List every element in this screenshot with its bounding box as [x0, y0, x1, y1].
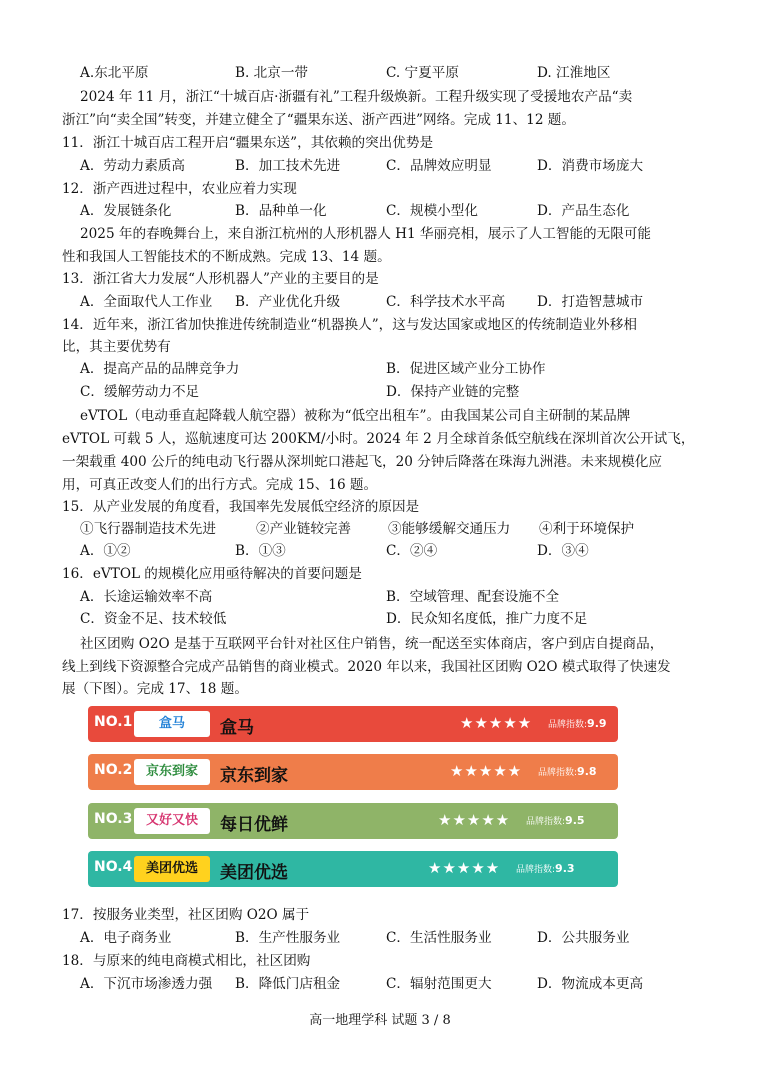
rating-stars: ★★★★★	[428, 859, 501, 877]
q18-option-b: B．降低门店租金	[235, 976, 341, 992]
missfresh-logo: 又好又快	[134, 808, 210, 834]
question-stem: 12．浙产西进过程中，农业应着力实现	[62, 181, 297, 197]
q13-option-a: A．全面取代人工作业	[80, 294, 213, 310]
rating-stars: ★★★★★	[450, 762, 523, 780]
passage-line: eVTOL 可载 5 人，巡航速度可达 200KM/小时。2024 年 2 月全球首条低空航线在深圳首次公开试飞，	[62, 431, 695, 447]
passage-line: 性和我国人工智能技术的不断成熟。完成 13、14 题。	[62, 249, 391, 265]
q18-option-a: A．下沉市场渗透力强	[80, 976, 213, 992]
brand-index: 品牌指数:9.3	[516, 862, 575, 875]
q15-item-3: ③能够缓解交通压力	[388, 521, 511, 537]
rating-stars: ★★★★★	[438, 811, 511, 829]
q12-option-d: D．产品生态化	[537, 203, 630, 219]
passage-line: 线上到线下资源整合完成产品销售的商业模式。2020 年以来，我国社区团购 O2O 模式取得了快速发	[62, 659, 671, 675]
q17-option-d: D．公共服务业	[537, 930, 630, 946]
q14-option-c: C．缓解劳动力不足	[80, 384, 200, 400]
hema-logo: 盒马	[134, 711, 210, 737]
q12-option-b: B．品种单一化	[235, 203, 327, 219]
q13-option-c: C．科学技术水平高	[386, 294, 506, 310]
brand-index: 品牌指数:9.8	[538, 765, 597, 778]
q16-option-c: C．资金不足、技术较低	[80, 611, 227, 627]
q14-option-d: D．保持产业链的完整	[386, 384, 520, 400]
q13-option-b: B．产业优化升级	[235, 294, 341, 310]
question-stem: 比，其主要优势有	[62, 339, 171, 355]
question-stem: 15．从产业发展的角度看，我国率先发展低空经济的原因是	[62, 499, 420, 515]
page-footer: 高一地理学科 试题 3 / 8	[309, 1013, 451, 1028]
question-stem: 17．按服务业类型，社区团购 O2O 属于	[62, 907, 310, 923]
question-stem: 16．eVTOL 的规模化应用亟待解决的首要问题是	[62, 566, 362, 582]
q10-option-c: C. 宁夏平原	[386, 65, 459, 81]
rank-number: NO.2	[94, 762, 133, 778]
rank-bar-2	[88, 754, 618, 790]
rank-number: NO.1	[94, 714, 133, 730]
meituan-logo: 美团优选	[134, 856, 210, 882]
q16-option-a: A．长途运输效率不高	[80, 589, 213, 605]
q11-option-c: C．品牌效应明显	[386, 158, 492, 174]
q15-option-b: B．①③	[235, 543, 286, 559]
question-stem: 18．与原来的纯电商模式相比，社区团购	[62, 953, 311, 969]
q15-option-d: D．③④	[537, 543, 589, 559]
question-stem: 14．近年来，浙江省加快推进传统制造业“机器换人”，这与发达国家或地区的传统制造业外移相	[62, 317, 637, 333]
brand-name: 每日优鲜	[220, 815, 288, 835]
q11-option-b: B．加工技术先进	[235, 158, 341, 174]
passage-line: 社区团购 O2O 是基于互联网平台针对社区住户销售，统一配送至实体商店，客户到店自提商品，	[80, 636, 664, 652]
passage-line: eVTOL（电动垂直起降载人航空器）被称为“低空出租车”。由我国某公司自主研制的某品牌	[80, 408, 631, 424]
q17-option-b: B．生产性服务业	[235, 930, 341, 946]
brand-index: 品牌指数:9.5	[526, 814, 585, 827]
q10-option-a: A.东北平原	[80, 65, 149, 81]
passage-line: 2025 年的春晚舞台上，来自浙江杭州的人形机器人 H1 华丽亮相，展示了人工智能的无限可能	[80, 226, 652, 242]
q11-option-a: A．劳动力素质高	[80, 158, 185, 174]
q11-option-d: D．消费市场庞大	[537, 158, 644, 174]
question-stem: 11．浙江十城百店工程开启“疆果东送”，其依赖的突出优势是	[62, 135, 434, 151]
brand-name: 盒马	[220, 718, 254, 738]
rating-stars: ★★★★★	[460, 714, 533, 732]
q14-option-b: B．促进区域产业分工协作	[386, 361, 546, 377]
passage-line: 用，可真正改变人们的出行方式。完成 15、16 题。	[62, 477, 378, 493]
q14-option-a: A．提高产品的品牌竞争力	[80, 361, 240, 377]
q18-option-d: D．物流成本更高	[537, 976, 644, 992]
q16-option-b: B．空域管理、配套设施不全	[386, 589, 560, 605]
q15-item-1: ①飞行器制造技术先进	[80, 521, 216, 537]
rank-number: NO.3	[94, 811, 133, 827]
rank-bar-1	[88, 706, 618, 742]
brand-name: 京东到家	[220, 766, 288, 786]
question-stem: 13．浙江省大力发展“人形机器人”产业的主要目的是	[62, 271, 379, 287]
q15-option-c: C．②④	[386, 543, 438, 559]
q15-item-2: ②产业链较完善	[256, 521, 352, 537]
brand-name: 美团优选	[220, 863, 288, 883]
rank-bar-4	[88, 851, 618, 887]
rank-bar-3	[88, 803, 618, 839]
q18-option-c: C．辐射范围更大	[386, 976, 492, 992]
q12-option-c: C．规模小型化	[386, 203, 478, 219]
brand-index: 品牌指数:9.9	[548, 717, 607, 730]
q13-option-d: D．打造智慧城市	[537, 294, 644, 310]
rank-number: NO.4	[94, 859, 133, 875]
q17-option-c: C．生活性服务业	[386, 930, 492, 946]
q15-item-4: ④利于环境保护	[539, 521, 635, 537]
q15-option-a: A．①②	[80, 543, 131, 559]
q10-option-d: D. 江淮地区	[537, 65, 611, 81]
q10-option-b: B. 北京一带	[235, 65, 309, 81]
passage-line: 展（下图）。完成 17、18 题。	[62, 681, 248, 697]
passage-line: 浙江”向“卖全国”转变，并建立健全了“疆果东送、浙产西进”网络。完成 11、12 题。	[62, 112, 575, 128]
q12-option-a: A．发展链条化	[80, 203, 172, 219]
jd-daojia-logo: 京东到家	[134, 759, 210, 785]
q16-option-d: D．民众知名度低，推广力度不足	[386, 611, 588, 627]
passage-line: 一架载重 400 公斤的纯电动飞行器从深圳蛇口港起飞，20 分钟后降落在珠海九洲港。未来规模化应	[62, 454, 662, 470]
q17-option-a: A．电子商务业	[80, 930, 172, 946]
passage-line: 2024 年 11 月，浙江“十城百店·浙疆有礼”工程升级焕新。工程升级实现了受援地农产品“卖	[80, 89, 633, 105]
